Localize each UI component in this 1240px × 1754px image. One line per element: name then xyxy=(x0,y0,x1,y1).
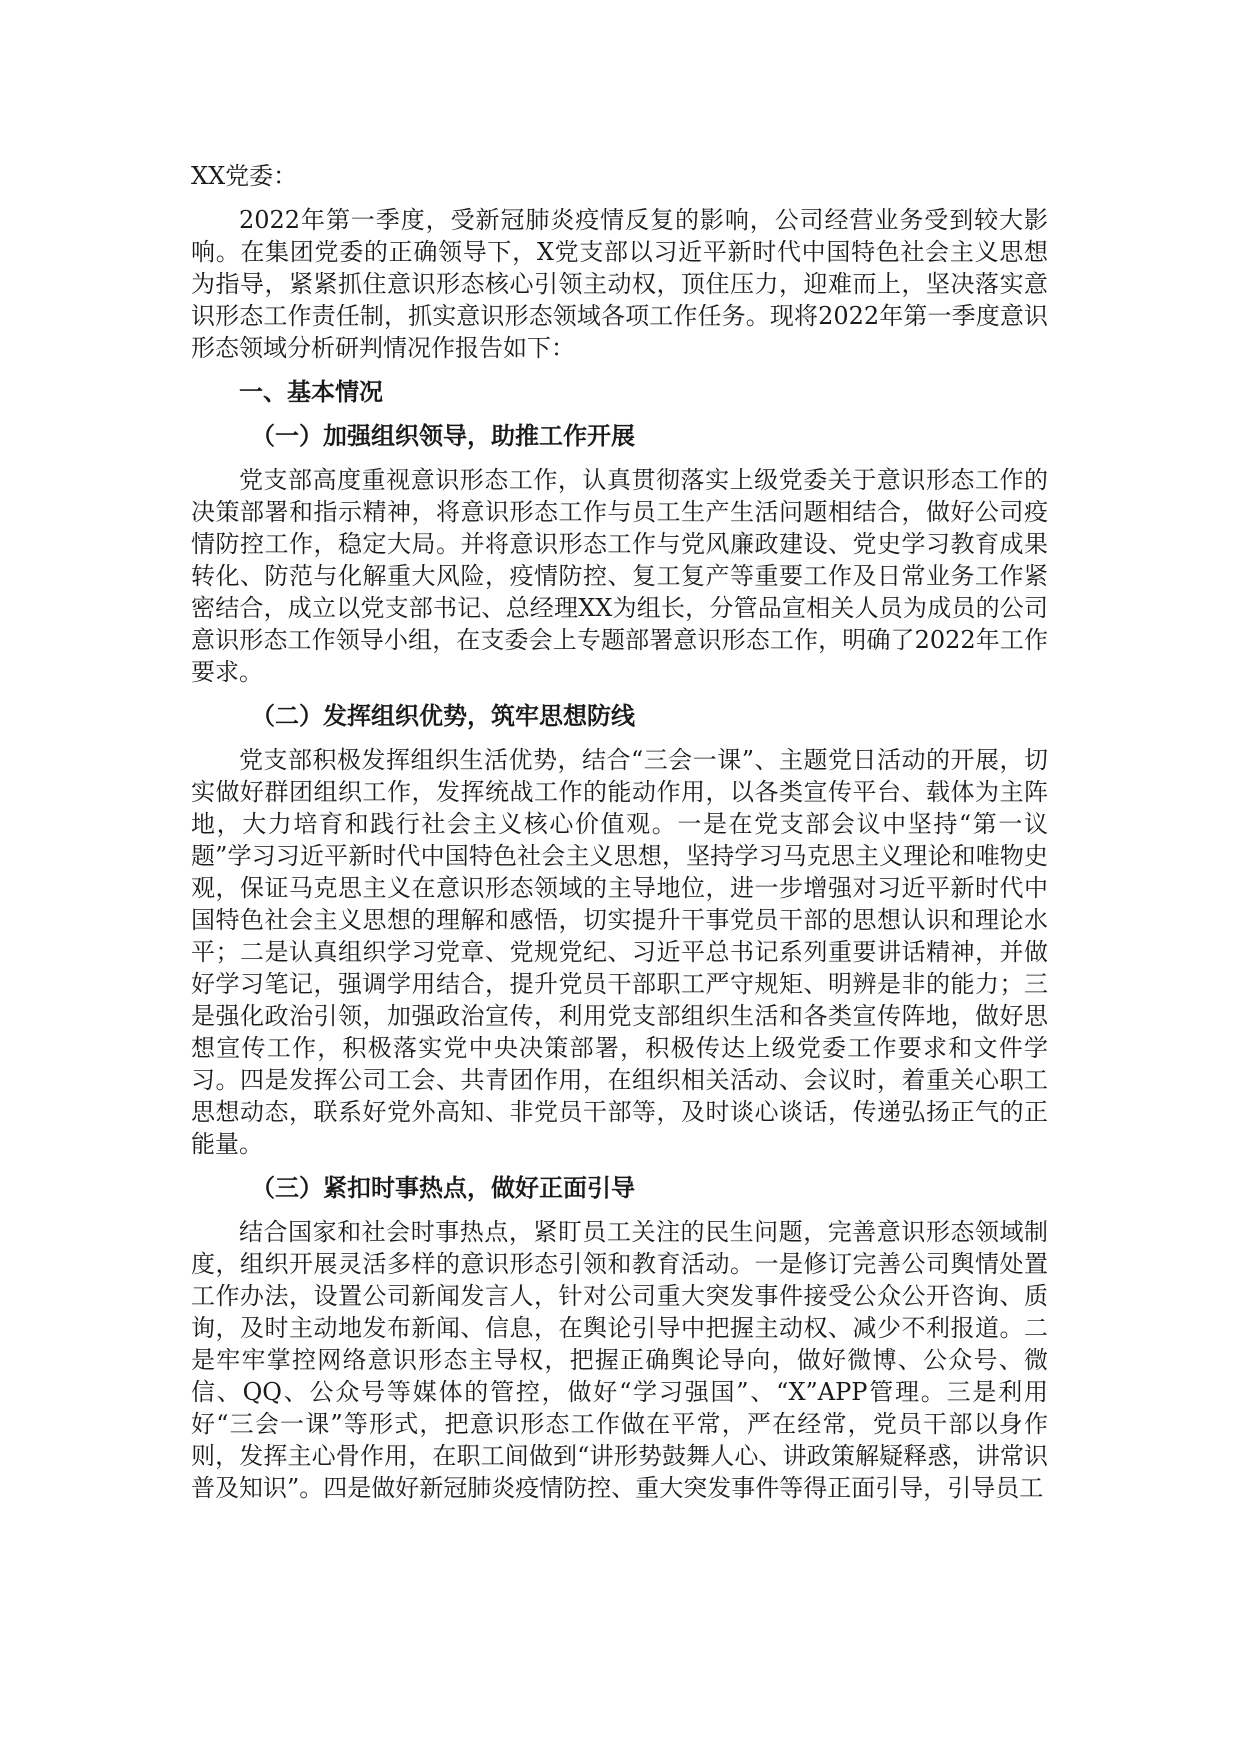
salutation: XX党委： xyxy=(191,162,298,190)
subsection-heading-1: （一）加强组织领导，助推工作开展 xyxy=(251,422,635,450)
subsection-2-paragraph: 党支部积极发挥组织生活优势，结合“三会一课”、主题党日活动的开展，切实做好群团组织工作，发挥统战工作的能动作用，以各类宣传平台、载体为主阵地，大力培育和践行社会主义核心价值观。一是在党支部会议中坚持“第一议题”学习习近平新时代中国特色社会主义思想，坚持学习马克思主义理论和唯物史观，保证马克思主义在意识形态领域的主导地位，进一步增强对习近平新时代中国特色社会主义思想的理解和感悟，切实提升干事党员干部的思想认识和理论水平；二是认真组织学习党章、党规党纪、习近平总书记系列重要讲话精神，并做好学习笔记，强调学用结合，提升党员干部职工严守规矩、明辨是非的能力；三是强化政治引领，加强政治宣传，利用党支部组织生活和各类宣传阵地，做好思想宣传工作，积极落实党中央决策部署，积极传达上级党委工作要求和文件学习。四是发挥公司工会、共青团作用，在组织相关活动、会议时，着重关心职工思想动态，联系好党外高知、非党员干部等，及时谈心谈话，传递弘扬正气的正能量。 xyxy=(191,746,1048,1158)
document-body xyxy=(191,160,1048,1516)
subsection-1-paragraph: 党支部高度重视意识形态工作，认真贯彻落实上级党委关于意识形态工作的决策部署和指示精神，将意识形态工作与员工生产生活问题相结合，做好公司疫情防控工作，稳定大局。并将意识形态工作与党风廉政建设、党史学习教育成果转化、防范与化解重大风险，疫情防控、复工复产等重要工作及日常业务工作紧密结合，成立以党支部书记、总经理XX为组长，分管品宣相关人员为成员的公司意识形态工作领导小组，在支委会上专题部署意识形态工作，明确了2022年工作要求。 xyxy=(191,466,1048,686)
subsection-heading-3: （三）紧扣时事热点，做好正面引导 xyxy=(251,1174,635,1202)
intro-paragraph: 2022年第一季度，受新冠肺炎疫情反复的影响，公司经营业务受到较大影响。在集团党委的正确领导下，X党支部以习近平新时代中国特色社会主义思想为指导，紧紧抓住意识形态核心引领主动权，顶住压力，迎难而上，坚决落实意识形态工作责任制，抓实意识形态领域各项工作任务。现将2022年第一季度意识形态领域分析研判情况作报告如下： xyxy=(191,206,1048,362)
subsection-3-paragraph: 结合国家和社会时事热点，紧盯员工关注的民生问题，完善意识形态领域制度，组织开展灵活多样的意识形态引领和教育活动。一是修订完善公司舆情处置工作办法，设置公司新闻发言人，针对公司重大突发事件接受公众公开咨询、质询，及时主动地发布新闻、信息，在舆论引导中把握主动权、减少不利报道。二是牢牢掌控网络意识形态主导权，把握正确舆论导向，做好微博、公众号、微信、QQ、公众号等媒体的管控，做好“学习强国”、“X”APP管理。三是利用好“三会一课”等形式，把意识形态工作做在平常，严在经常，党员干部以身作则，发挥主心骨作用，在职工间做到“讲形势鼓舞人心、讲政策解疑释惑，讲常识普及知识”。四是做好新冠肺炎疫情防控、重大突发事件等得正面引导，引导员工 xyxy=(191,1218,1048,1502)
subsection-heading-2: （二）发挥组织优势，筑牢思想防线 xyxy=(251,702,635,730)
section-heading-basic-situation: 一、基本情况 xyxy=(239,378,383,406)
